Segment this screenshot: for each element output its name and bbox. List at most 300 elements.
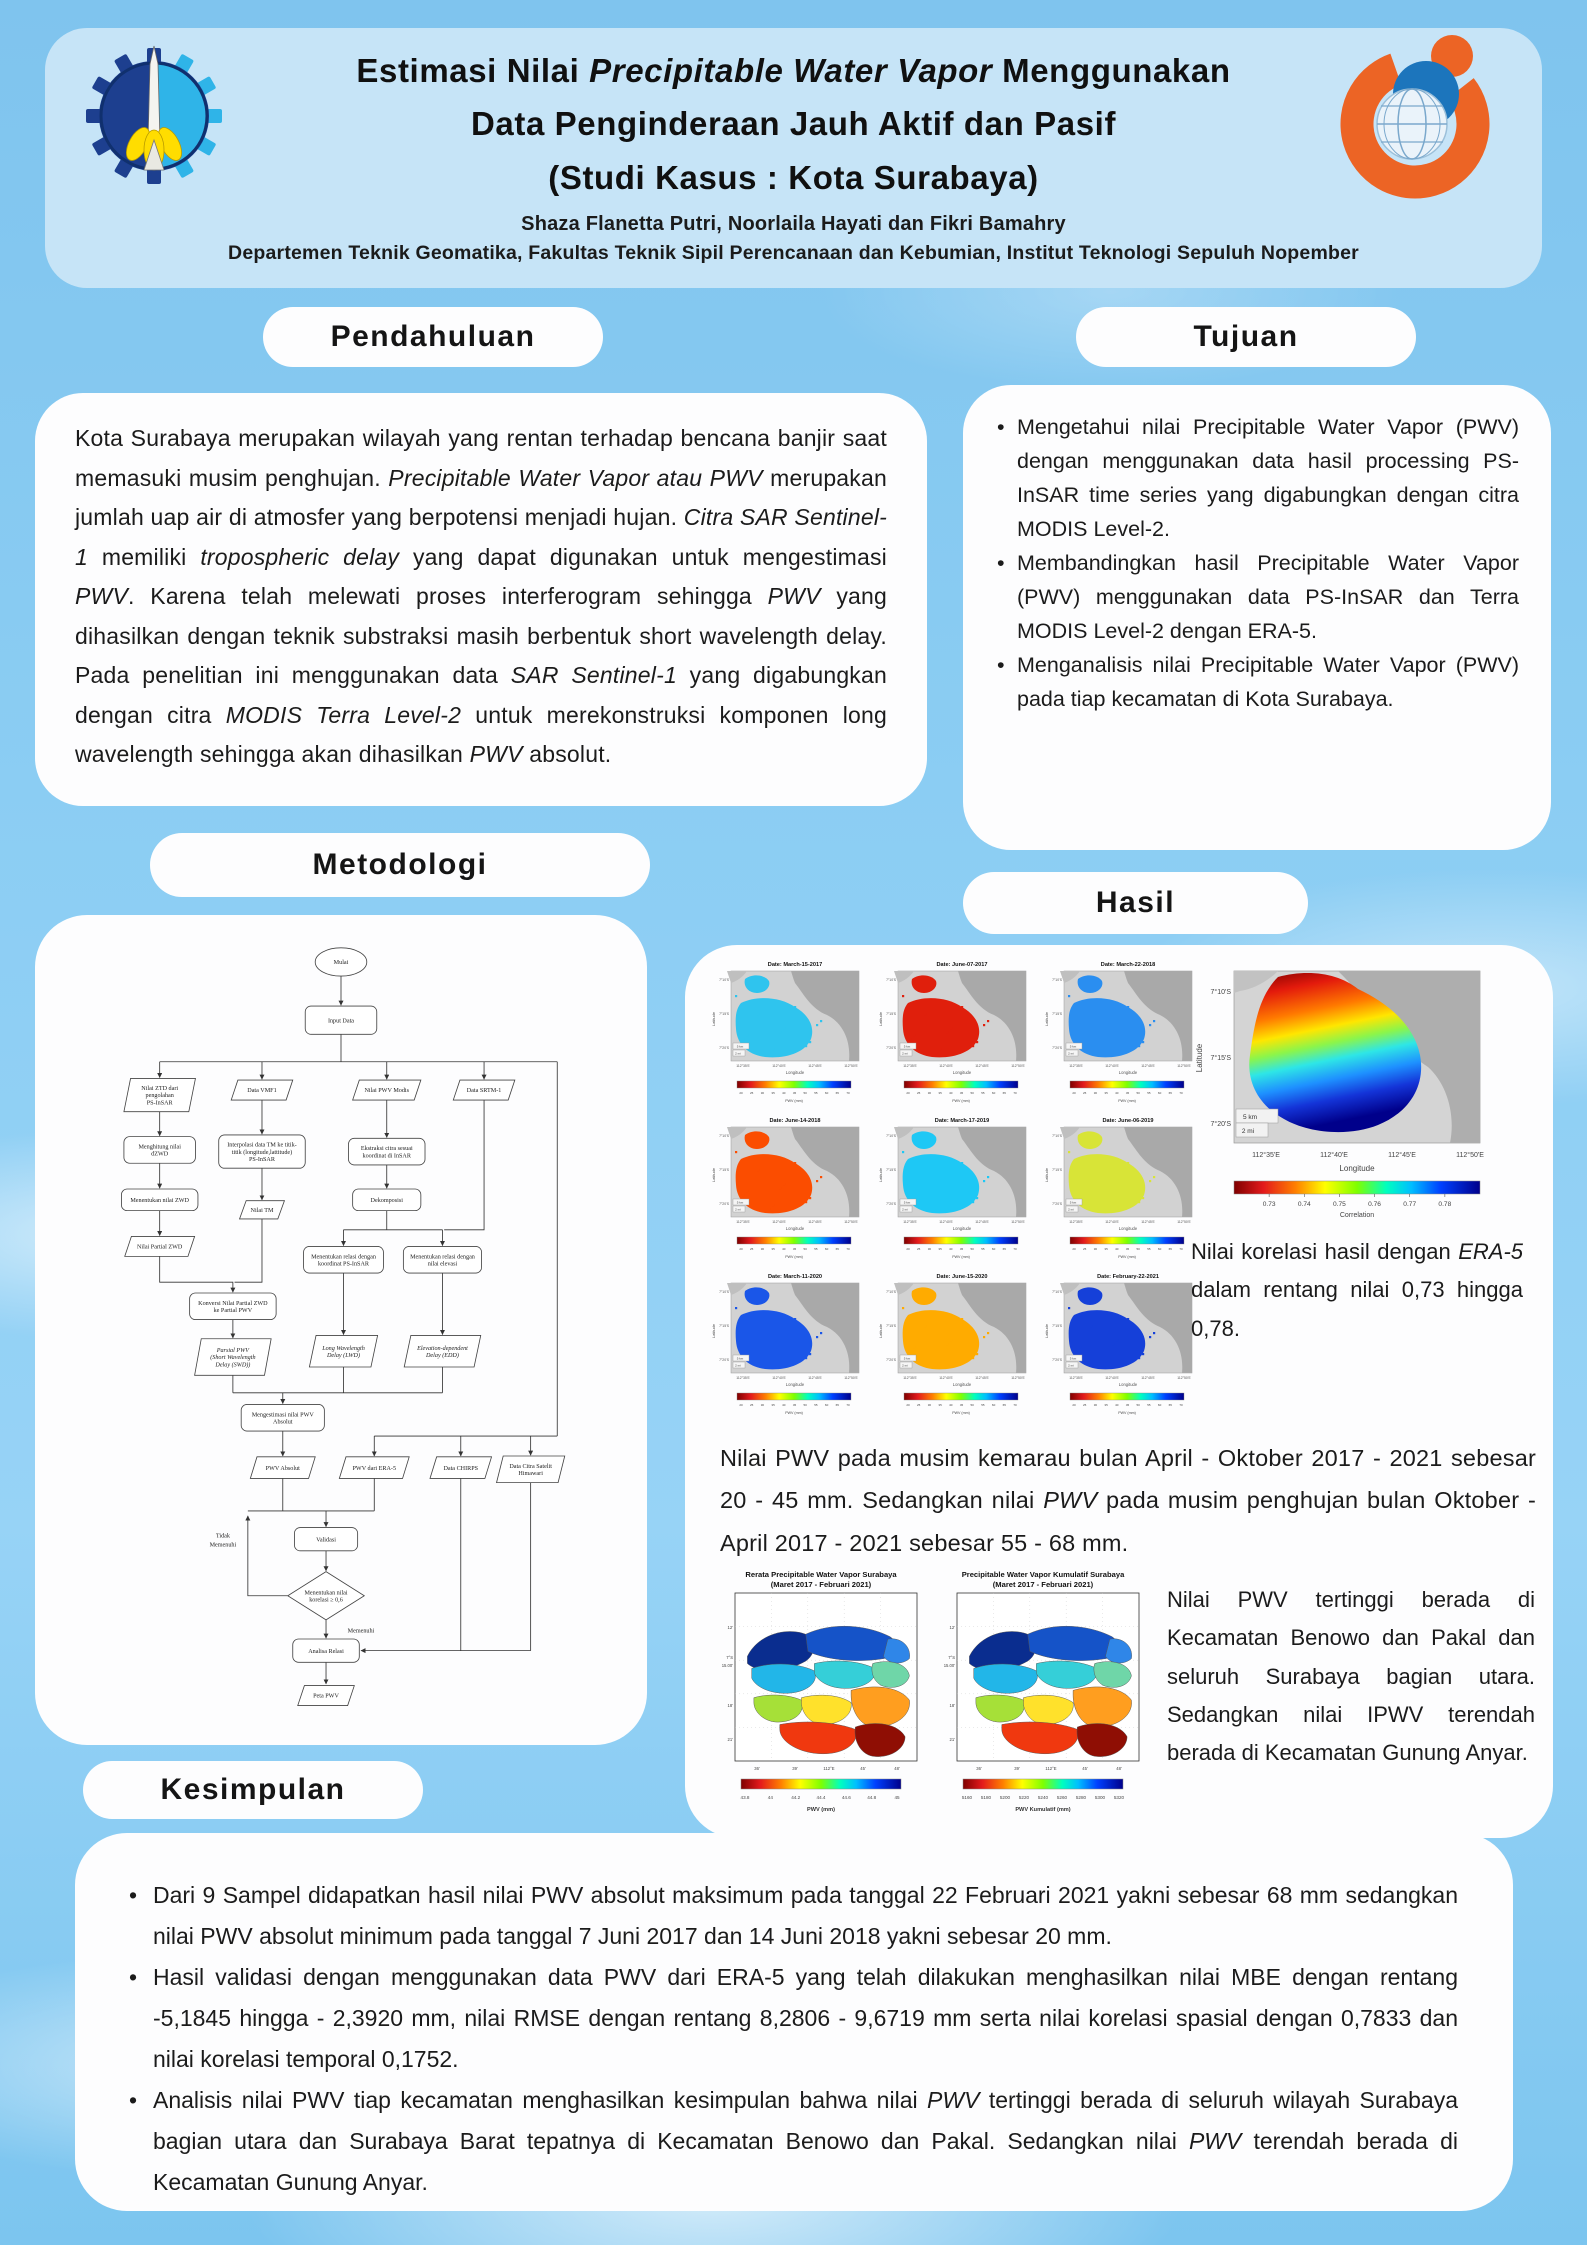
svg-text:0.78: 0.78	[1438, 1201, 1452, 1208]
svg-text:70: 70	[1012, 1091, 1017, 1095]
svg-text:7°20'S: 7°20'S	[1210, 1121, 1231, 1128]
svg-text:Nilai Partial ZWD: Nilai Partial ZWD	[136, 1244, 183, 1251]
svg-text:112°35'E: 112°35'E	[1069, 1220, 1084, 1224]
svg-text:30: 30	[760, 1403, 765, 1407]
svg-text:Date: March-22-2018: Date: March-22-2018	[1101, 962, 1156, 968]
svg-text:48': 48'	[1116, 1766, 1122, 1771]
svg-text:112°50'E: 112°50'E	[1010, 1220, 1025, 1224]
svg-text:PWV (mm): PWV (mm)	[951, 1411, 970, 1415]
section-title: Hasil	[1095, 886, 1176, 919]
pwv-sample-map	[1040, 957, 1202, 1109]
section-title: Tujuan	[1193, 320, 1299, 353]
list-item: • Analisis nilai PWV tiap kecamatan menghasilkan kesimpulan bahwa nilai PWV tertinggi berada di seluruh wilayah Surabaya bagian utara dan Surabaya Barat tepatnya di Kecamatan Benowo dan Pakal. Sedangkan nilai PWV terendah berada di Kecamatan Gunung Anyar.	[123, 2080, 1458, 2203]
svg-text:50: 50	[1136, 1091, 1141, 1095]
svg-text:70: 70	[1179, 1247, 1183, 1251]
svg-text:5 km: 5 km	[736, 1356, 744, 1361]
svg-text:70: 70	[1012, 1403, 1017, 1407]
svg-text:45: 45	[959, 1247, 963, 1251]
flowchart-diagram	[59, 937, 623, 1723]
svg-text:Precipitable Water Vapor Kumul: Precipitable Water Vapor Kumulatif Surabaya	[961, 1570, 1125, 1579]
section-pill-metodologi	[150, 833, 650, 897]
svg-text:112°45'E: 112°45'E	[1141, 1064, 1156, 1068]
svg-text:40: 40	[948, 1247, 953, 1251]
svg-text:Validasi: Validasi	[316, 1537, 336, 1544]
svg-text:55: 55	[814, 1091, 818, 1095]
svg-text:40: 40	[948, 1091, 953, 1095]
svg-text:112°45'E: 112°45'E	[974, 1220, 989, 1224]
svg-text:55: 55	[814, 1403, 818, 1407]
pwv-sample-map	[874, 1269, 1036, 1421]
svg-text:112°40'E: 112°40'E	[938, 1376, 953, 1380]
svg-text:PWV (mm): PWV (mm)	[1118, 1411, 1137, 1415]
svg-text:7°15'S: 7°15'S	[1052, 1012, 1063, 1016]
svg-text:15.00': 15.00'	[943, 1663, 955, 1668]
svg-text:40: 40	[782, 1091, 786, 1095]
svg-text:Data CHIRPS: Data CHIRPS	[443, 1465, 479, 1472]
svg-text:30: 30	[1094, 1403, 1098, 1407]
svg-text:PWV (mm): PWV (mm)	[785, 1411, 803, 1415]
svg-text:65: 65	[835, 1091, 839, 1095]
svg-text:112°50'E: 112°50'E	[844, 1064, 858, 1068]
svg-text:PS-InSAR: PS-InSAR	[249, 1156, 275, 1163]
svg-text:20: 20	[1072, 1091, 1076, 1095]
svg-text:5 km: 5 km	[1070, 1356, 1077, 1361]
svg-text:5300: 5300	[1094, 1795, 1106, 1800]
poster-title-line-1: Estimasi Nilai Precipitable Water Vapor Menggunakan	[356, 52, 1231, 89]
svg-text:65: 65	[1002, 1247, 1006, 1251]
svg-text:112°40'E: 112°40'E	[1105, 1376, 1120, 1380]
svg-text:30: 30	[1094, 1091, 1098, 1095]
svg-text:Dekomposisi: Dekomposisi	[370, 1197, 403, 1204]
svg-text:5160: 5160	[961, 1795, 973, 1800]
svg-text:5 km: 5 km	[903, 1356, 910, 1361]
svg-text:Date: March-11-2020: Date: March-11-2020	[767, 1274, 823, 1280]
svg-text:Memenuhi: Memenuhi	[347, 1628, 375, 1635]
svg-text:112°35'E: 112°35'E	[1069, 1376, 1084, 1380]
svg-text:Latitude: Latitude	[877, 1011, 883, 1027]
svg-text:112°45'E: 112°45'E	[808, 1376, 822, 1380]
svg-text:7°10'S: 7°10'S	[885, 1134, 896, 1138]
svg-text:40: 40	[782, 1247, 786, 1251]
svg-text:35: 35	[1104, 1247, 1109, 1251]
svg-text:35: 35	[938, 1403, 942, 1407]
svg-text:7°20'S: 7°20'S	[1052, 1046, 1063, 1050]
svg-text:35: 35	[771, 1403, 775, 1407]
svg-text:dZWD: dZWD	[151, 1151, 169, 1158]
svg-text:7°15'S: 7°15'S	[719, 1168, 729, 1172]
list-item: • Hasil validasi dengan menggunakan data PWV dari ERA-5 yang telah dilakukan menghasilkan nilai MBE dengan rentang -5,1845 hingga - 2,3920 mm, nilai RMSE dengan rentang 8,2806 - 9,6719 mm serta nilai korelasi spasial dengan 0,7833 dan nilai korelasi temporal 0,1752.	[123, 1957, 1458, 2080]
svg-text:65: 65	[1168, 1403, 1173, 1407]
svg-text:25: 25	[750, 1091, 754, 1095]
svg-text:112°50'E: 112°50'E	[1456, 1152, 1484, 1159]
svg-text:5280: 5280	[1075, 1795, 1087, 1800]
svg-text:55: 55	[1147, 1091, 1151, 1095]
svg-text:45: 45	[1126, 1403, 1130, 1407]
svg-text:0.73: 0.73	[1262, 1201, 1276, 1208]
svg-text:70: 70	[846, 1091, 850, 1095]
svg-text:Latitude: Latitude	[711, 1323, 716, 1339]
svg-text:40: 40	[948, 1403, 953, 1407]
svg-text:Parsial PWV: Parsial PWV	[216, 1348, 249, 1355]
svg-text:112°50'E: 112°50'E	[1177, 1376, 1192, 1380]
svg-text:7°20'S: 7°20'S	[885, 1202, 896, 1206]
svg-text:0.75: 0.75	[1333, 1201, 1346, 1208]
svg-text:Data VMF1: Data VMF1	[247, 1088, 277, 1095]
svg-text:50: 50	[970, 1247, 974, 1251]
svg-text:60: 60	[991, 1091, 995, 1095]
svg-text:112°40'E: 112°40'E	[1320, 1152, 1348, 1159]
svg-text:15.00': 15.00'	[721, 1663, 733, 1668]
section-pill-kesimpulan	[83, 1761, 423, 1819]
section-title: Metodologi	[312, 848, 488, 881]
svg-text:112°40'E: 112°40'E	[772, 1376, 786, 1380]
its-logo	[68, 20, 240, 212]
svg-text:70: 70	[1179, 1403, 1183, 1407]
svg-text:35: 35	[938, 1247, 942, 1251]
svg-text:112°45'E: 112°45'E	[808, 1220, 822, 1224]
metodologi-flowchart-panel	[35, 915, 647, 1745]
kecamatan-note: Nilai PWV tertinggi berada di Kecamatan Benowo dan Pakal dan seluruh Surabaya bagian utara. Sedangkan nilai IPWV terendah berada di Kecamatan Gunung Anyar.	[1167, 1587, 1535, 1766]
svg-text:45: 45	[894, 1795, 900, 1800]
section-pill-pendahuluan	[263, 307, 603, 367]
svg-text:112°45'E: 112°45'E	[1141, 1376, 1156, 1380]
svg-text:7°15'S: 7°15'S	[1052, 1324, 1063, 1328]
svg-text:Menentukan nilai ZWD: Menentukan nilai ZWD	[130, 1197, 190, 1204]
svg-text:Konversi Nilai Partial ZWD: Konversi Nilai Partial ZWD	[198, 1300, 268, 1307]
svg-text:45: 45	[1126, 1247, 1130, 1251]
svg-text:60: 60	[991, 1247, 995, 1251]
svg-text:Date: June-06-2019: Date: June-06-2019	[1102, 1118, 1154, 1124]
svg-text:112°45'E: 112°45'E	[808, 1064, 822, 1068]
list-item: • Dari 9 Sampel didapatkan hasil nilai PWV absolut maksimum pada tanggal 22 Februari 2021 yakni sebesar 68 mm sedangkan nilai PWV absolut minimum pada tanggal 7 Juni 2017 dan 14 Juni 2018 yakni sebesar 20 mm.	[123, 1875, 1458, 1957]
svg-text:Mulai: Mulai	[333, 960, 349, 967]
svg-text:Latitude: Latitude	[711, 1011, 716, 1027]
svg-text:55: 55	[1147, 1403, 1151, 1407]
svg-text:50: 50	[970, 1091, 974, 1095]
svg-text:40: 40	[1115, 1403, 1119, 1407]
svg-text:25: 25	[916, 1403, 921, 1407]
svg-text:Input Data: Input Data	[327, 1018, 355, 1025]
affiliation-line: Departemen Teknik Geomatika, Fakultas Teknik Sipil Perencanaan dan Kebumian, Institut Teknologi Sepuluh Nopember	[228, 242, 1359, 265]
svg-text:45: 45	[959, 1091, 963, 1095]
svg-text:39': 39'	[1014, 1766, 1020, 1771]
pwv-sample-map	[874, 1113, 1036, 1265]
svg-text:5 km: 5 km	[736, 1044, 744, 1049]
svg-text:7°10'S: 7°10'S	[719, 1134, 729, 1138]
correlation-map-figure	[1188, 963, 1500, 1221]
svg-text:korelasi ≥ 0,6: korelasi ≥ 0,6	[309, 1597, 343, 1604]
svg-text:112°35'E: 112°35'E	[902, 1220, 917, 1224]
list-item: • Mengetahui nilai Precipitable Water Vapor (PWV) dengan menggunakan data hasil processing PS-InSAR time series yang digabungkan dengan citra MODIS Level-2.	[991, 411, 1519, 547]
svg-text:40: 40	[1115, 1091, 1119, 1095]
svg-text:5220: 5220	[1018, 1795, 1030, 1800]
svg-text:Longitude: Longitude	[785, 1226, 805, 1231]
svg-text:Tidak: Tidak	[215, 1533, 230, 1540]
svg-text:0.76: 0.76	[1368, 1201, 1381, 1208]
svg-text:44.6: 44.6	[841, 1795, 851, 1800]
svg-text:112°35'E: 112°35'E	[736, 1220, 750, 1224]
svg-text:2 mi: 2 mi	[901, 1051, 908, 1056]
svg-text:Delay (LWD): Delay (LWD)	[326, 1352, 361, 1359]
svg-text:30: 30	[927, 1247, 931, 1251]
svg-text:25: 25	[750, 1247, 754, 1251]
pwv-sample-map	[1040, 1269, 1202, 1421]
section-pill-tujuan	[1076, 307, 1416, 367]
svg-text:titik (longitude,lattitude): titik (longitude,lattitude)	[231, 1149, 293, 1156]
svg-text:112°E: 112°E	[1045, 1766, 1057, 1771]
svg-text:25: 25	[1083, 1403, 1087, 1407]
svg-text:30: 30	[1094, 1247, 1098, 1251]
svg-text:Longitude: Longitude	[952, 1226, 971, 1231]
svg-text:50: 50	[1136, 1247, 1141, 1251]
svg-text:20: 20	[905, 1091, 910, 1095]
svg-text:60: 60	[824, 1403, 829, 1407]
svg-text:7°15'S: 7°15'S	[1052, 1168, 1063, 1172]
svg-text:Longitude: Longitude	[1339, 1164, 1375, 1173]
svg-text:7°10'S: 7°10'S	[1052, 1134, 1063, 1138]
svg-text:43.8: 43.8	[740, 1795, 750, 1800]
section-pill-hasil	[963, 872, 1308, 934]
svg-text:Elevation-dependent: Elevation-dependent	[417, 1345, 468, 1352]
svg-text:7°20'S: 7°20'S	[1052, 1358, 1063, 1362]
authors-line: Shaza Flanetta Putri, Noorlaila Hayati dan Fikri Bamahry	[521, 213, 1066, 236]
svg-text:60: 60	[824, 1091, 829, 1095]
svg-text:(Maret 2017 - Februari 2021): (Maret 2017 - Februari 2021)	[770, 1580, 872, 1589]
svg-text:2 mi: 2 mi	[1068, 1207, 1075, 1212]
svg-text:2 mi: 2 mi	[1068, 1051, 1075, 1056]
svg-text:Delay (SWD)): Delay (SWD))	[215, 1362, 251, 1369]
svg-text:44: 44	[767, 1795, 773, 1800]
kesimpulan-panel	[75, 1833, 1513, 2211]
list-item: • Membandingkan hasil Precipitable Water Vapor (PWV) menggunakan data PS-InSAR dan Terra MODIS Level-2 dengan ERA-5.	[991, 547, 1519, 649]
svg-text:112°50'E: 112°50'E	[844, 1376, 858, 1380]
pwv-sample-map	[874, 957, 1036, 1109]
svg-text:18': 18'	[949, 1703, 955, 1708]
correlation-note: Nilai korelasi hasil dengan ERA-5 dalam rentang nilai 0,73 hingga 0,78.	[1191, 1239, 1523, 1341]
svg-text:112°40'E: 112°40'E	[1105, 1220, 1120, 1224]
svg-text:44.8: 44.8	[867, 1795, 877, 1800]
svg-text:35: 35	[938, 1091, 942, 1095]
svg-text:55: 55	[980, 1247, 985, 1251]
kesimpulan-list	[123, 1875, 1458, 2203]
svg-text:7°10'S: 7°10'S	[1052, 978, 1063, 982]
svg-text:112°35'E: 112°35'E	[902, 1376, 917, 1380]
svg-text:Date: February-22-2021: Date: February-22-2021	[1097, 1274, 1160, 1280]
svg-text:7°S: 7°S	[726, 1655, 733, 1660]
svg-text:Date: June-15-2020: Date: June-15-2020	[936, 1274, 988, 1280]
svg-text:koordinat di InSAR: koordinat di InSAR	[362, 1153, 411, 1160]
svg-text:20: 20	[739, 1091, 743, 1095]
pwv-sample-map	[1040, 1113, 1202, 1265]
svg-text:Latitude: Latitude	[1195, 1043, 1204, 1073]
list-item: • Menganalisis nilai Precipitable Water Vapor (PWV) pada tiap kecamatan di Kota Surabaya.	[991, 649, 1519, 717]
svg-text:7°20'S: 7°20'S	[885, 1358, 896, 1362]
svg-text:Longitude: Longitude	[952, 1070, 971, 1075]
svg-text:Latitude: Latitude	[877, 1323, 883, 1339]
svg-text:5 km: 5 km	[1070, 1044, 1077, 1049]
svg-text:45: 45	[1126, 1091, 1130, 1095]
svg-text:(Short Wavelength: (Short Wavelength	[210, 1355, 256, 1362]
svg-text:pengolahan: pengolahan	[145, 1093, 174, 1100]
svg-text:5 km: 5 km	[736, 1200, 744, 1205]
svg-text:112°45'E: 112°45'E	[974, 1376, 989, 1380]
svg-text:ke Partial PWV: ke Partial PWV	[213, 1308, 253, 1315]
svg-text:0.74: 0.74	[1297, 1201, 1311, 1208]
svg-text:PS-InSAR: PS-InSAR	[146, 1100, 173, 1107]
svg-text:5260: 5260	[1056, 1795, 1068, 1800]
svg-text:20: 20	[905, 1247, 910, 1251]
pwv-sample-map	[707, 1113, 869, 1265]
svg-text:Himawari: Himawari	[518, 1471, 543, 1478]
svg-text:70: 70	[846, 1247, 850, 1251]
svg-text:30: 30	[760, 1247, 765, 1251]
svg-text:30: 30	[927, 1091, 931, 1095]
svg-text:112°50'E: 112°50'E	[1010, 1376, 1025, 1380]
svg-text:112°35'E: 112°35'E	[736, 1064, 750, 1068]
svg-text:12': 12'	[727, 1625, 733, 1630]
svg-text:60: 60	[991, 1403, 995, 1407]
svg-text:48': 48'	[894, 1766, 900, 1771]
kumulatif-pwv-map-figure	[933, 1567, 1153, 1825]
svg-text:60: 60	[824, 1247, 829, 1251]
svg-text:112°E: 112°E	[823, 1766, 835, 1771]
svg-text:Date: March-15-2017: Date: March-15-2017	[767, 962, 823, 968]
svg-text:112°35'E: 112°35'E	[736, 1376, 750, 1380]
svg-text:112°45'E: 112°45'E	[1141, 1220, 1156, 1224]
svg-text:65: 65	[1168, 1247, 1173, 1251]
svg-text:40: 40	[782, 1403, 786, 1407]
svg-text:Date: June-07-2017: Date: June-07-2017	[936, 962, 988, 968]
svg-text:7°20'S: 7°20'S	[1052, 1202, 1063, 1206]
svg-text:44.2: 44.2	[791, 1795, 801, 1800]
svg-text:Date: March-17-2019: Date: March-17-2019	[934, 1118, 989, 1124]
svg-text:50: 50	[1136, 1403, 1141, 1407]
svg-text:7°10'S: 7°10'S	[719, 1290, 729, 1294]
svg-text:45: 45	[959, 1403, 963, 1407]
svg-text:7°10'S: 7°10'S	[885, 1290, 896, 1294]
svg-text:Delay (EDD): Delay (EDD)	[426, 1352, 459, 1359]
svg-text:40: 40	[1115, 1247, 1119, 1251]
pwv-sample-map	[707, 1269, 869, 1421]
pendahuluan-body: Kota Surabaya merupakan wilayah yang rentan terhadap bencana banjir saat memasuki musim penghujan. Precipitable Water Vapor atau PWV merupakan jumlah uap air di atmosfer yang berpotensi menjadi hujan. Citra SAR Sentinel-1 memiliki tropospheric delay yang dapat digunakan untuk mengestimasi PWV. Karena telah melewati proses interferogram sehingga PWV yang dihasilkan dengan teknik substraksi masih berbentuk short wavelength delay. Pada penelitian ini menggunakan data SAR Sentinel-1 yang digabungkan dengan citra MODIS Terra Level-2 untuk merekonstruksi komponen long wavelength sehingga akan dihasilkan PWV absolut.	[75, 425, 887, 768]
svg-text:65: 65	[835, 1403, 839, 1407]
svg-text:PWV Absolut: PWV Absolut	[265, 1465, 300, 1472]
svg-text:70: 70	[846, 1403, 850, 1407]
svg-text:Latitude: Latitude	[1044, 1011, 1050, 1027]
svg-text:25: 25	[1083, 1091, 1087, 1095]
svg-text:Data Citra Satelit: Data Citra Satelit	[509, 1463, 552, 1470]
pwv-sample-map	[707, 957, 869, 1109]
svg-text:5240: 5240	[1037, 1795, 1049, 1800]
svg-text:Interpolasi data TM ke titik-: Interpolasi data TM ke titik-	[227, 1142, 297, 1149]
svg-text:PWV (mm): PWV (mm)	[785, 1255, 803, 1259]
svg-text:50: 50	[803, 1247, 807, 1251]
svg-text:Data SRTM-1: Data SRTM-1	[466, 1088, 502, 1095]
svg-text:7°20'S: 7°20'S	[719, 1202, 729, 1206]
svg-text:Longitude: Longitude	[1119, 1070, 1138, 1075]
header-panel	[45, 28, 1542, 288]
svg-text:PWV dari ERA-5: PWV dari ERA-5	[352, 1465, 397, 1472]
pendahuluan-body-panel	[35, 393, 927, 806]
svg-text:20: 20	[905, 1403, 910, 1407]
svg-text:45: 45	[792, 1403, 797, 1407]
svg-text:Menentukan relasi dengan: Menentukan relasi dengan	[311, 1254, 376, 1261]
svg-text:Longitude: Longitude	[785, 1382, 805, 1387]
svg-text:50: 50	[803, 1091, 807, 1095]
svg-text:2 mi: 2 mi	[735, 1207, 741, 1212]
svg-text:70: 70	[1012, 1247, 1017, 1251]
svg-text:koordinat PS-InSAR: koordinat PS-InSAR	[317, 1261, 370, 1268]
svg-text:65: 65	[1002, 1091, 1006, 1095]
section-title: Kesimpulan	[160, 1773, 346, 1806]
svg-text:5200: 5200	[999, 1795, 1011, 1800]
svg-text:112°35'E: 112°35'E	[902, 1064, 917, 1068]
svg-text:35: 35	[771, 1091, 775, 1095]
rerata-pwv-map-figure	[711, 1567, 931, 1825]
svg-text:Longitude: Longitude	[1119, 1226, 1138, 1231]
svg-text:39': 39'	[792, 1766, 798, 1771]
svg-text:20: 20	[1072, 1247, 1076, 1251]
svg-text:Mengestimasi nilai PWV: Mengestimasi nilai PWV	[251, 1412, 314, 1419]
svg-text:2 mi: 2 mi	[1241, 1128, 1255, 1135]
svg-text:5320: 5320	[1113, 1795, 1125, 1800]
svg-text:112°40'E: 112°40'E	[938, 1220, 953, 1224]
svg-text:7°15'S: 7°15'S	[885, 1012, 896, 1016]
svg-text:Latitude: Latitude	[1044, 1323, 1050, 1339]
svg-text:Longitude: Longitude	[952, 1382, 971, 1387]
svg-text:7°15'S: 7°15'S	[719, 1324, 729, 1328]
svg-text:Longitude: Longitude	[785, 1070, 805, 1075]
svg-text:60: 60	[1158, 1247, 1162, 1251]
svg-text:20: 20	[739, 1247, 743, 1251]
svg-text:36': 36'	[754, 1766, 760, 1771]
svg-text:7°20'S: 7°20'S	[719, 1358, 729, 1362]
svg-text:112°45'E: 112°45'E	[974, 1064, 989, 1068]
svg-text:Menghitung nilai: Menghitung nilai	[138, 1144, 181, 1151]
svg-text:Nilai TM: Nilai TM	[250, 1207, 274, 1214]
svg-text:55: 55	[1147, 1247, 1151, 1251]
svg-text:35: 35	[1104, 1091, 1109, 1095]
svg-text:60: 60	[1158, 1403, 1162, 1407]
svg-text:7°10'S: 7°10'S	[1210, 989, 1231, 996]
svg-text:12': 12'	[949, 1625, 955, 1630]
svg-text:2 mi: 2 mi	[901, 1363, 908, 1368]
svg-text:Analisa Relasi: Analisa Relasi	[308, 1648, 344, 1655]
svg-text:Nilai PWV Modis: Nilai PWV Modis	[364, 1088, 410, 1095]
svg-text:112°40'E: 112°40'E	[938, 1064, 953, 1068]
svg-text:55: 55	[980, 1091, 985, 1095]
svg-text:Correlation: Correlation	[1339, 1212, 1375, 1219]
svg-text:112°40'E: 112°40'E	[772, 1064, 786, 1068]
svg-text:Menentukan relasi dengan: Menentukan relasi dengan	[410, 1254, 475, 1261]
svg-text:35: 35	[1104, 1403, 1109, 1407]
svg-text:55: 55	[980, 1403, 985, 1407]
svg-text:25: 25	[750, 1403, 754, 1407]
svg-text:112°35'E: 112°35'E	[1069, 1064, 1084, 1068]
svg-text:Latitude: Latitude	[711, 1167, 716, 1183]
geomatics-globe-logo	[1336, 22, 1494, 210]
season-note: Nilai PWV pada musim kemarau bulan April - Oktober 2017 - 2021 sebesar 20 - 45 mm. Sedangkan nilai PWV pada musim penghujan bulan Oktober - April 2017 - 2021 sebesar 55 - 68 mm.	[720, 1445, 1536, 1556]
poster-title-line-2: Data Penginderaan Jauh Aktif dan Pasif	[470, 105, 1117, 143]
svg-text:7°10'S: 7°10'S	[1052, 1290, 1063, 1294]
svg-text:Latitude: Latitude	[877, 1167, 883, 1183]
svg-text:PWV (mm): PWV (mm)	[807, 1807, 835, 1813]
svg-text:5 km: 5 km	[903, 1044, 910, 1049]
svg-text:Long Wavelength: Long Wavelength	[322, 1345, 365, 1352]
svg-text:45': 45'	[860, 1766, 866, 1771]
svg-text:Rerata Precipitable Water Vapo: Rerata Precipitable Water Vapor Surabaya	[745, 1570, 897, 1579]
svg-text:65: 65	[835, 1247, 839, 1251]
